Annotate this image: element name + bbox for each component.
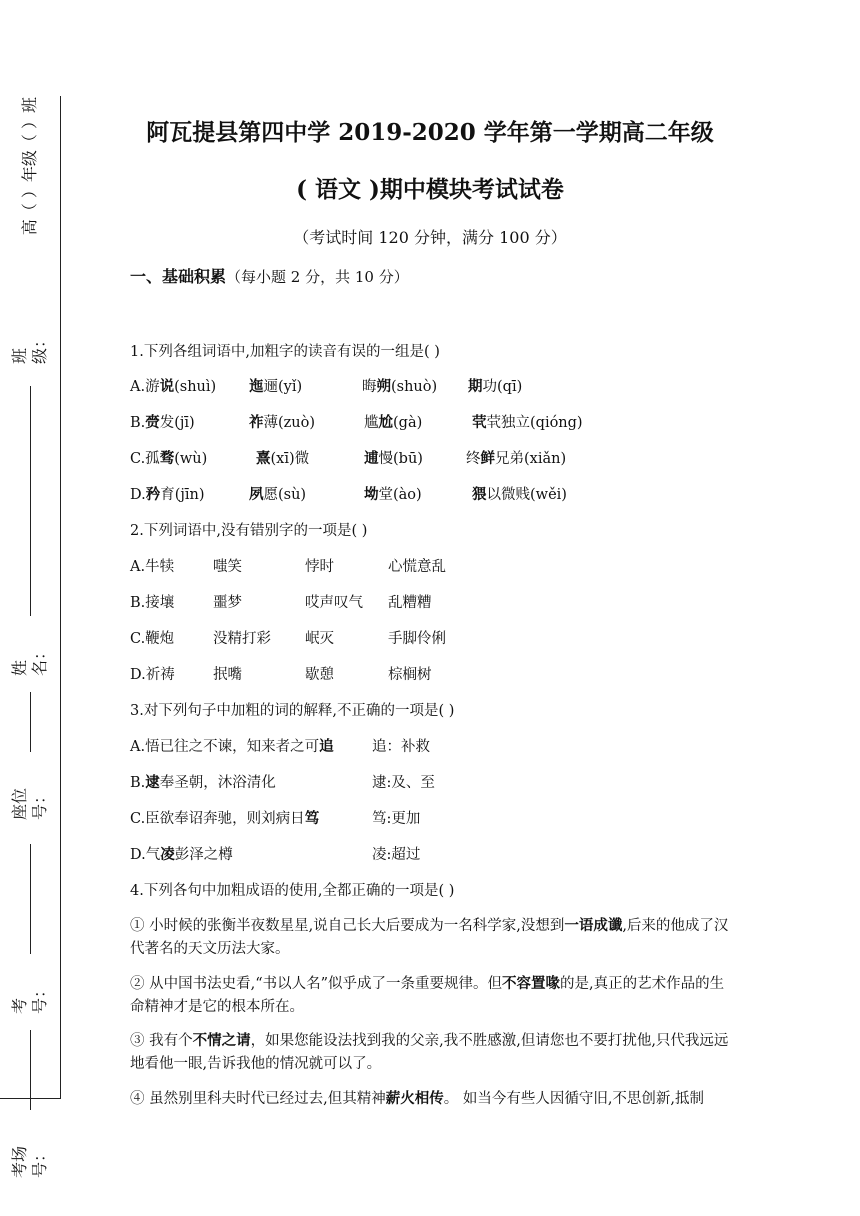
q4-item-1: ① 小时候的张衡半夜数星星,说自己长大后要成为一名科学家,没想到一语成谶,后来的他成了汉代著名的天文历法大家。 — [130, 917, 729, 957]
q3-stem: 3.对下列句子中加粗的词的解释,不正确的一项是( ) — [130, 703, 455, 719]
section-heading — [130, 264, 409, 287]
class-label: 班级： — [10, 331, 49, 364]
q2-stem: 2.下列词语中,没有错别字的一项是( ) — [130, 523, 368, 539]
exam-title-line1: 阿瓦提县第四中学 2019-2020 学年第一学期高二年级 — [146, 119, 714, 146]
exam-no-label: 考号： — [10, 981, 49, 1014]
class-blank-line[interactable] — [30, 386, 31, 616]
section-title: 一、基础积累 — [130, 267, 227, 286]
name-label: 姓名： — [10, 643, 49, 676]
exam-no-blank-line[interactable] — [30, 1030, 31, 1110]
exam-time-note: （考试时间 120 分钟，满分 100 分） — [293, 228, 567, 247]
section-note: （每小题 2 分，共 10 分） — [226, 268, 409, 286]
q1-stem: 1.下列各组词语中,加粗字的读音有误的一组是( ) — [130, 344, 440, 360]
q4-item-2: ② 从中国书法史看,“书以人名”似乎成了一条重要规律。但不容置喙的是,真正的艺术作品的生命精神才是它的根本所在。 — [130, 975, 725, 1015]
q4-item-3: ③ 我有个不情之请，如果您能设法找到我的父亲,我不胜感激,但请您也不要打扰他,只代我远远地看他一眼,告诉我他的情况就可以了。 — [130, 1032, 729, 1072]
seat-blank-line[interactable] — [30, 844, 31, 954]
exam-title-line2: ( 语文 )期中模块考试试卷 — [296, 176, 564, 203]
q4-item-4: ④ 虽然别里科夫时代已经过去,但其精神薪火相传。 如当今有些人因循守旧,不思创新,抵制 — [130, 1090, 705, 1107]
q4-stem: 4.下列各句中加粗成语的使用,全都正确的一项是( ) — [130, 883, 455, 899]
seat-label: 座位号： — [10, 787, 49, 820]
room-label: 考场号： — [10, 1145, 49, 1178]
name-blank-line[interactable] — [30, 692, 31, 752]
class-grade-field — [8, 97, 52, 1178]
grade-text: 高（ ）年级（ ）班 — [20, 97, 39, 236]
